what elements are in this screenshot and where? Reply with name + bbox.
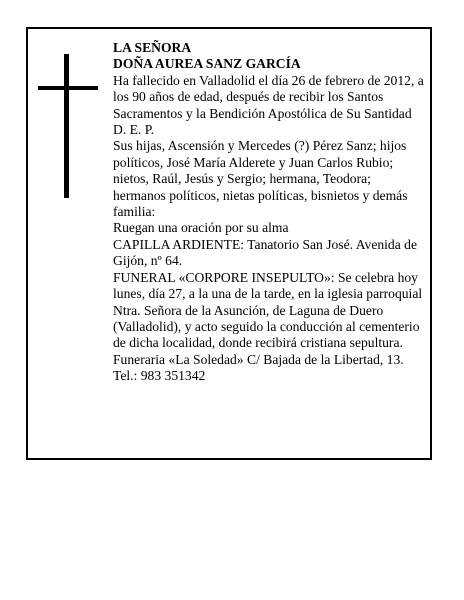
cross-vertical-beam xyxy=(64,54,69,198)
death-notice: Ha fallecido en Valladolid el día 26 de febrero de 2012, a los 90 años de edad, después de recibir los Santos Sacramentos y la Bendición Apostólica de Su Santidad D. E. P. xyxy=(113,72,424,138)
chapel-info: CAPILLA ARDIENTE: Tanatorio San José. Avenida de Gijón, nº 64. xyxy=(113,236,417,269)
honorific: LA SEÑORA xyxy=(113,40,192,55)
prayer-request: Ruegan una oración por su alma xyxy=(113,220,289,236)
funeral-home-info: Funeraria «La Soledad» C/ Bajada de la Libertad, 13. Tel.: 983 351342 xyxy=(113,351,404,384)
cross-horizontal-beam xyxy=(38,86,98,90)
latin-cross-icon xyxy=(38,54,98,198)
deceased-name: DOÑA AUREA SANZ GARCÍA xyxy=(113,56,301,72)
family-list: Sus hijas, Ascensión y Mercedes (?) Pérez Sanz; hijos políticos, José María Alderete y Juan Carlos Rubio; nietos, Raúl, Jesús y Sergio; hermana, Teodora; hermanos políticos, nietas políticas, bisnietos y demás familia: xyxy=(113,138,408,220)
obituary-text xyxy=(113,40,427,385)
funeral-info: FUNERAL «CORPORE INSEPULTO»: Se celebra hoy lunes, día 27, a la una de la tarde, en la iglesia parroquial Ntra. Señora de la Asunción, de Laguna de Duero (Valladolid), y acto seguido la conducción al cementerio de dicha localidad, donde recibirá cristiana sepultura. xyxy=(113,269,423,351)
